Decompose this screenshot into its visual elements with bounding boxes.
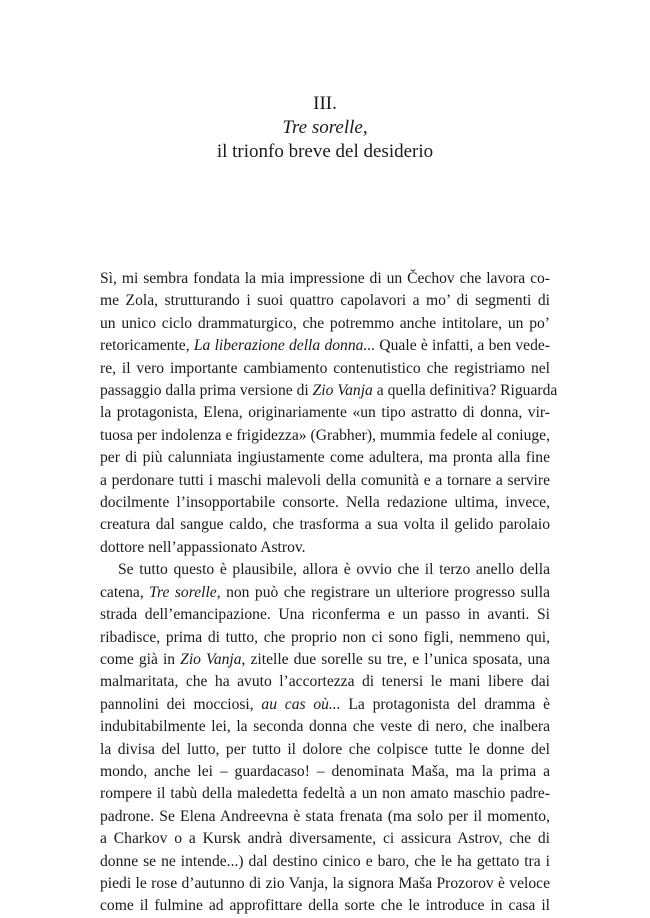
text-run: padrone. Se Elena Andreevna è stata frenata (ma solo per il momento, <box>100 807 550 825</box>
text-run: rompere il tabù della maledetta fedeltà a un non amato maschio padre- <box>100 785 550 803</box>
text-run: indubitabilmente lei, la seconda donna che veste di nero, che inalbera <box>100 718 550 736</box>
text-run: , non può che registrare un ulteriore progresso sulla <box>216 583 551 601</box>
text-run: Se tutto questo è plausibile, allora è ovvio che il terzo anello della <box>118 561 550 579</box>
text-run: re, il vero importante cambiamento contenutistico che registriamo nel <box>100 359 550 377</box>
text-run: donne se ne intende...) dal destino cinico e baro, che le ha gettato tra i <box>100 852 550 870</box>
text-run: tuosa per indolenza e frigidezza» (Grabher), mummia fedele al coniuge, <box>100 426 550 444</box>
text-run: retoricamente, <box>100 337 194 355</box>
text-run: Zio Vanja <box>180 650 242 668</box>
text-run: La liberazione della donna... <box>193 337 376 355</box>
text-line <box>100 806 550 828</box>
text-line <box>100 447 550 469</box>
chapter-title: il trionfo breve del desiderio <box>216 141 434 162</box>
text-line <box>100 582 550 604</box>
text-line <box>100 873 550 895</box>
text-line <box>100 739 550 761</box>
text-run: Sì, mi sembra fondata la mia impressione di un Čechov che lavora co- <box>100 270 550 287</box>
text-line <box>100 335 550 357</box>
text-run: a perdonare tutti i maschi malevoli della comunità e a tornare a servire <box>100 471 550 489</box>
text-line <box>100 470 550 492</box>
text-line <box>100 402 550 424</box>
text-run: un unico ciclo drammaturgico, che potremmo anche intitolare, un po’ <box>100 314 550 332</box>
chapter-number: III. <box>313 93 337 114</box>
text-line <box>100 627 550 649</box>
text-run: a quella definitiva? Riguarda <box>372 382 558 400</box>
text-line <box>100 537 550 559</box>
text-run: ribadisce, prima di tutto, che proprio non ci sono figli, nemmeno qui, <box>100 628 550 646</box>
text-line <box>100 671 550 693</box>
text-line <box>100 783 550 805</box>
text-run: piedi le rose d’autunno di zio Vanja, la signora Maša Prozorov è veloce <box>100 874 550 892</box>
text-line <box>100 514 550 536</box>
text-line <box>100 761 550 783</box>
text-line <box>100 851 550 873</box>
text-line <box>100 649 550 671</box>
text-run: per di più calunniata ingiustamente come adultera, ma pronta alla fine <box>100 449 550 467</box>
text-run: passaggio dalla prima versione di <box>100 382 313 400</box>
text-run: a Charkov o a Kursk andrà diversamente, ci assicura Astrov, che di <box>100 830 550 848</box>
text-run: La protagonista del dramma è <box>340 695 550 713</box>
text-run: , zitelle due sorelle su tre, e l’unica sposata, una <box>241 650 550 668</box>
text-line <box>100 559 550 581</box>
paragraph <box>100 268 558 559</box>
text-run: Tre sorelle <box>149 583 217 601</box>
chapter-heading <box>0 92 650 164</box>
text-run: come già in <box>100 650 181 668</box>
paragraph <box>100 559 550 918</box>
text-run: strada dell’emancipazione. Una riconferma e un passo in avanti. Si <box>100 606 550 624</box>
text-run: dottore nell’appassionato Astrov. <box>100 538 306 556</box>
text-run: catena, <box>100 583 150 601</box>
text-run: mondo, anche lei – guardacaso! – denominata Maša, ma la prima a <box>100 762 550 780</box>
text-line <box>100 694 550 716</box>
text-run: docilmente l’insopportabile consorte. Nella redazione ultima, invece, <box>100 494 550 512</box>
text-line <box>100 268 550 290</box>
text-line <box>100 828 550 850</box>
text-line <box>100 358 550 380</box>
text-run: pannolini dei mocciosi, <box>100 695 262 713</box>
text-line <box>100 425 550 447</box>
chapter-subtitle: Tre sorelle, <box>282 117 368 138</box>
text-run: malmaritata, che ha avuto l’accortezza di tenersi le mani libere dai <box>100 673 550 691</box>
text-run: creatura dal sangue caldo, che trasforma a sua volta il gelido parolaio <box>100 516 550 534</box>
text-run: me Zola, strutturando i suoi quattro capolavori a mo’ di segmenti di <box>100 292 550 310</box>
text-run: la divisa del lutto, per tutto il dolore che colpisce tutte le donne del <box>100 740 550 758</box>
text-run: la protagonista, Elena, originariamente «un tipo astratto di donna, vir- <box>100 404 550 422</box>
text-line <box>100 716 550 738</box>
text-line <box>100 895 550 917</box>
text-line <box>100 290 550 312</box>
text-run: Zio Vanja <box>312 382 373 400</box>
text-line <box>100 380 558 402</box>
text-line <box>100 604 550 626</box>
text-run: come il fulmine ad approfittare della sorte che le introduce in casa il <box>100 897 550 915</box>
text-line <box>100 492 550 514</box>
text-run: Quale è infatti, a ben vede- <box>375 337 550 355</box>
body-text <box>100 268 558 918</box>
text-line <box>100 313 550 335</box>
text-run: au cas où... <box>261 695 341 713</box>
